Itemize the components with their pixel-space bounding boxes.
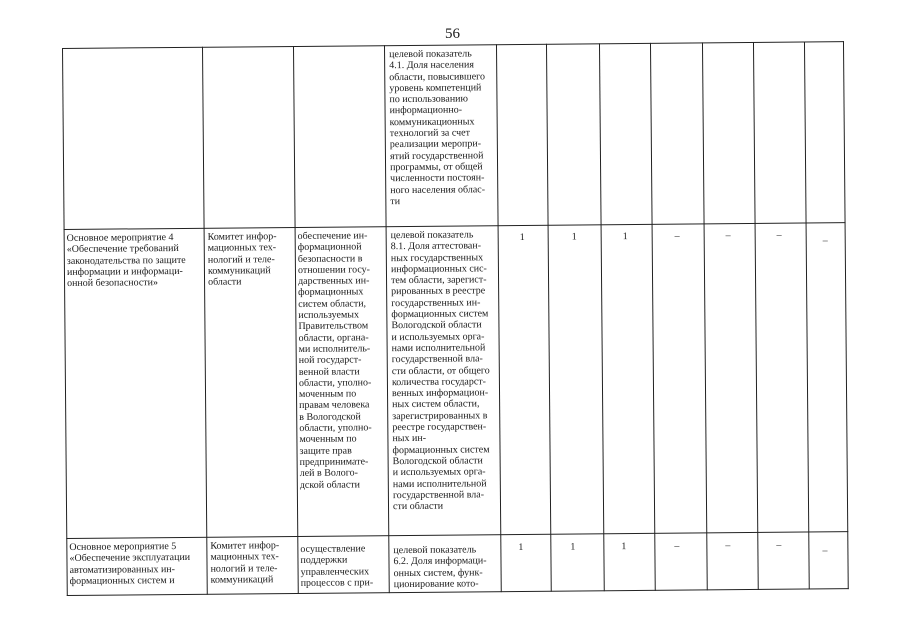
row-3-value-3: 1	[621, 541, 627, 553]
column-border-7	[650, 43, 656, 591]
row-2-goal: обеспечение ин- формационной безопасности в отношении госу- дарственных ин- формационных систем области, используемых Правительством области, органа- ми исполнитель- ной государст- венной власти области, уполно- моченным по правам человека в Вологодской области, уполно- моченным по защите прав предпринимате- лей в Волого- дской области	[297, 230, 372, 491]
column-border-11	[843, 41, 849, 589]
row-3-indicator: целевой показатель 6.2. Доля информаци- онных систем, функ- ционирование кото-	[393, 544, 487, 591]
column-border-10	[804, 42, 810, 590]
row-2-value-6: –	[776, 229, 782, 241]
row-3-value-6: –	[776, 539, 782, 551]
row-2-value-1: 1	[519, 231, 525, 244]
row-2-executor: Комитет инфор- мационных тех- нологий и теле- коммуникаций области	[207, 231, 277, 288]
row-2-indicator: целевой показатель 8.1. Доля аттестован- ных государственных информационных сис- тем области, зарегист- рированных в реестре государственных ин- формационных систем Вологодской области и используемых орга- нами исполнительной государственной вла- сти области, от общего количества государст- венных информацион- ных систем области, зарегистрированных в реестре государствен- ных ин- формационных систем Вологодской области и используемых орга- нами исполнительной государственной вла- сти области	[390, 229, 490, 513]
row-2-value-4: –	[674, 230, 680, 242]
data-table	[62, 41, 849, 596]
column-border-9	[753, 42, 759, 590]
row-2-value-3: 1	[622, 231, 628, 243]
row-2-value-2: 1	[571, 231, 577, 243]
row-3-goal: осуществление поддержки управленческих процессов с при-	[300, 543, 374, 589]
row-2-value-7: –	[822, 235, 828, 247]
row-3-value-4: –	[674, 540, 680, 552]
row-2-value-5: –	[725, 230, 731, 242]
row-3-value-2: 1	[570, 541, 576, 553]
row-3-value-7: –	[822, 545, 828, 557]
column-border-8	[702, 42, 708, 590]
row-3-activity: Основное мероприятие 5 «Обеспечение эксплуатации автоматизированных ин- формационных систем и	[69, 541, 191, 587]
row-3-value-1: 1	[518, 541, 524, 554]
row-3-value-5: –	[725, 540, 731, 552]
page-number: 56	[445, 26, 460, 42]
column-border-6	[599, 43, 605, 591]
row-3-executor: Комитет инфор- мационных тех- нологий и теле- коммуникаций	[210, 540, 280, 586]
column-border-5	[546, 44, 552, 592]
row-1-indicator: целевой показатель 4.1. Доля населения области, повысившего уровень компетенций по использованию информационно- коммуникационных технологий за счет реализации меропри- ятий государственной программы, от общей численности постоян- ного населения облас- ти	[389, 48, 486, 207]
row-2-activity: Основное мероприятие 4 «Обеспечение требований законодательства по защите информации и информаци- онной безопасности»	[66, 232, 186, 290]
